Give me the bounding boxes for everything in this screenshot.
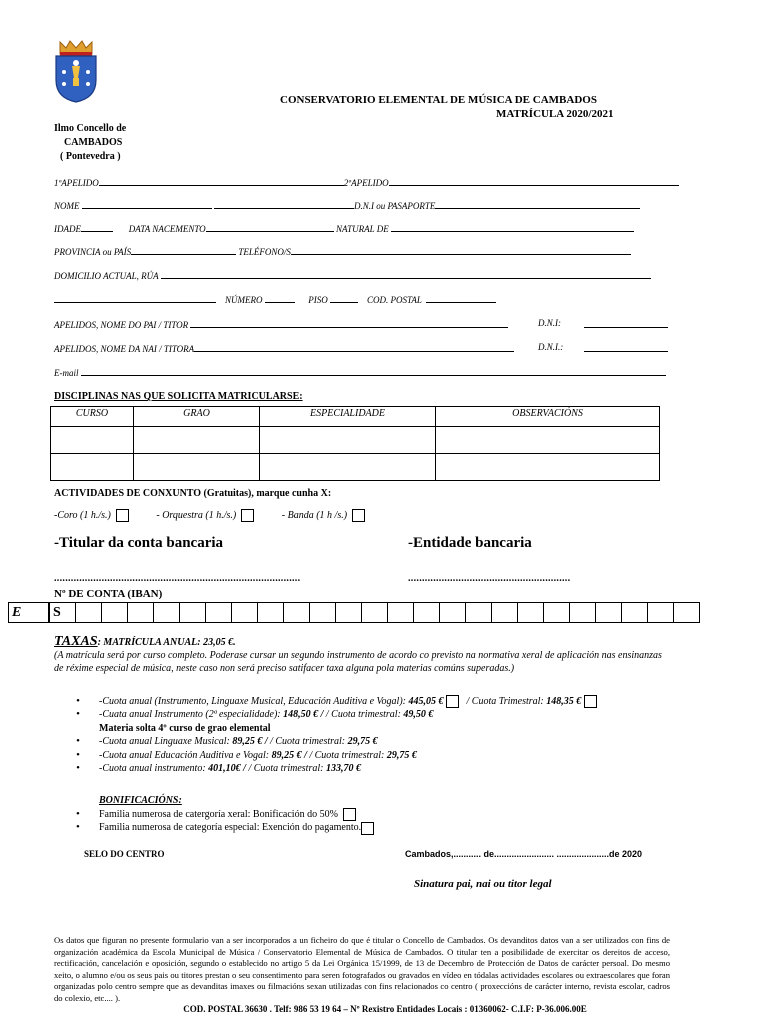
fees-note: (A matrícula será por curso completo. Poderase cursar un segundo instrumento de acordo co previsto na normativa xeral de aplicación nas ensinanzas de réxime especial de música, neste caso non será preciso satifacer taxa alguna pola materias comúns superadas.) [54, 650, 662, 674]
iban-digit[interactable] [362, 603, 388, 623]
postal-code-label: COD. POSTAL [367, 295, 422, 305]
table-cell[interactable] [260, 454, 436, 481]
birthplace-field[interactable] [391, 222, 634, 232]
name-row [54, 199, 670, 211]
iban-digit[interactable] [648, 603, 674, 623]
discounts-list [54, 808, 694, 835]
province-label: PROVINCIA ou PAÍS [54, 247, 132, 257]
iban-row [9, 603, 700, 623]
iban-country-e: E [9, 603, 50, 623]
org-line-1: Ilmo Concello de [54, 123, 127, 134]
table-cell[interactable] [134, 427, 260, 454]
address-field[interactable] [161, 269, 651, 279]
iban-digit[interactable] [596, 603, 622, 623]
iban-digit[interactable] [232, 603, 258, 623]
table-cell[interactable] [134, 454, 260, 481]
band-label: - Banda (1 h /s.) [281, 509, 348, 521]
list-item: • -Cuota anual Linguaxe Musical: 89,25 € / / Cuota trimestral: 29,75 € [54, 735, 694, 748]
number-label: NÚMERO [225, 295, 263, 305]
phone-field[interactable] [291, 245, 631, 255]
list-item: • -Cuota anual Educación Auditiva e Vogal: 89,25 € / / Cuota trimestral: 29,75 € [54, 749, 694, 762]
choir-label: -Coro (1 h./s.) [54, 509, 111, 521]
fee1-checkbox[interactable] [446, 695, 459, 708]
activities-row [54, 509, 365, 522]
privacy-notice: Os datos que figuran no presente formulario van a ser incorporados a un ficheiro do que é titular o Concello de Cambados. Os devanditos datos van a ser utilizados con fins de organización académica da Escola Municipal de Música / Conservatorio Elemental de Música de Cambados. O titular ten a posibilidade de exercitar os dereitos de acceso, rectificación, cancelación e oposición, segundo o establecido no artigo 5 da Lei Orgánica 15/1999, de 13 de Decembro de Protección de Datos de carácter persoal. Do mesmo xeito, o alumno e/ou os seus pais ou titores prestan o seu consentimento para seren fotografados ou gravados en vídeo en tódalas actividades escolares ou extraescolares que foran organizadas polo centro sempre que as devanditas imaxes ou filmacións sexan utilizadas con fins relacionados co centro ( proxeccións de carácter interno, revista escolar, cadros do colexio, etc.... ). [54, 935, 670, 1003]
list-item: • -Cuata anual Instrumento (2ª especialidade): 148,50 € / / Cuota trimestral: 49,50 € [54, 708, 694, 721]
discounts-title: BONIFICACIÓNS: [99, 795, 182, 806]
iban-boxes [8, 602, 700, 623]
org-line-3: ( Pontevedra ) [60, 151, 121, 162]
surname-row [54, 176, 670, 188]
surname1-label: 1ºAPELIDO [54, 178, 99, 188]
address-row [54, 269, 670, 281]
bank-entity-label: -Entidade bancaria [408, 535, 532, 551]
iban-label: Nº DE CONTA (IBAN) [54, 588, 163, 600]
email-row [54, 366, 670, 378]
table-row [51, 427, 660, 454]
school-name: CONSERVATORIO ELEMENTAL DE MÚSICA DE CAMBADOS [280, 94, 597, 106]
coat-of-arms-logo [50, 38, 102, 104]
father-row [54, 318, 670, 330]
disciplines-table [50, 406, 660, 481]
iban-digit[interactable] [518, 603, 544, 623]
mother-dni-field[interactable] [584, 342, 668, 352]
email-field[interactable] [81, 366, 666, 376]
mother-field[interactable] [194, 342, 514, 352]
postal-code-field[interactable] [426, 293, 496, 303]
address-field-2[interactable] [54, 293, 216, 303]
birthplace-label: NATURAL DE [335, 224, 389, 234]
school-stamp-label: SELO DO CENTRO [84, 849, 165, 859]
floor-field[interactable] [330, 293, 358, 303]
iban-digit[interactable] [544, 603, 570, 623]
fees-list [54, 695, 694, 775]
father-field[interactable] [190, 318, 508, 328]
fee1-quarterly-checkbox[interactable] [584, 695, 597, 708]
col-grao: GRAO [134, 407, 260, 427]
iban-digit[interactable] [258, 603, 284, 623]
list-item: • Familia numerosa de catergoría xeral: Bonificación do 50% [54, 808, 694, 821]
col-especialidade: ESPECIALIDADE [260, 407, 436, 427]
table-row [51, 454, 660, 481]
iban-digit[interactable] [154, 603, 180, 623]
fees-title: TAXAS [54, 634, 98, 649]
activities-title: ACTIVIDADES DE CONXUNTO (Gratuitas), marque cunha X: [54, 488, 332, 499]
iban-digit[interactable] [388, 603, 414, 623]
discount1-checkbox[interactable] [343, 808, 356, 821]
iban-digit[interactable] [102, 603, 128, 623]
iban-digit[interactable] [206, 603, 232, 623]
fees-header [54, 632, 236, 650]
iban-digit[interactable] [180, 603, 206, 623]
address-detail-row [54, 293, 670, 305]
province-row [54, 245, 670, 257]
surname2-label: 2ºAPELIDO [343, 178, 389, 188]
account-holder-label: -Titular da conta bancaria [54, 535, 224, 551]
iban-digit[interactable] [336, 603, 362, 623]
bank-entity-field[interactable]: .......................................................... [408, 573, 571, 584]
list-item: • Familia numerosa de categoría especial: Exención do pagamento. [54, 821, 694, 834]
org-line-2: CAMBADOS [64, 137, 123, 148]
number-field[interactable] [265, 293, 295, 303]
birthdate-label: DATA NACEMENTO [128, 224, 206, 234]
orchestra-label: - Orquestra (1 h./s.) [156, 509, 237, 521]
table-cell[interactable] [51, 427, 134, 454]
mother-dni-label: D.N.I.: [538, 342, 564, 352]
iban-digit[interactable] [570, 603, 596, 623]
iban-digit[interactable] [284, 603, 310, 623]
contact-line: COD. POSTAL 36630 . Telf: 986 53 19 64 – Nº Rexistro Entidades Locais : 01360062- C.I.F: P-36.006.00E [183, 1004, 587, 1014]
surname1-field[interactable] [99, 176, 344, 186]
choir-checkbox[interactable] [116, 509, 129, 522]
list-item: • -Cuota anual (Instrumento, Linguaxe Musical, Educación Auditiva e Vogal): 445,05 € / Cuota Trimestral: 148,35 € [54, 695, 694, 708]
mother-label: APELIDOS, NOME DA NAI / TITORA [54, 344, 195, 354]
table-cell[interactable] [436, 427, 660, 454]
mother-row [54, 342, 670, 354]
address-label: DOMICILIO ACTUAL, RÚA [54, 271, 159, 281]
name-field-2[interactable] [214, 199, 354, 209]
surname2-field[interactable] [389, 176, 679, 186]
enrollment-year: MATRÍCULA 2020/2021 [496, 108, 614, 120]
father-dni-field[interactable] [584, 318, 668, 328]
iban-digit[interactable] [674, 603, 700, 623]
table-cell[interactable] [260, 427, 436, 454]
email-label: E-mail [54, 368, 79, 378]
disciplines-title: DISCIPLINAS NAS QUE SOLICITA MATRICULARSE: [54, 391, 303, 402]
date-line[interactable]: Cambados,........... de........................ .....................de 2020 [405, 849, 643, 859]
floor-label: PISO [308, 295, 328, 305]
iban-digit[interactable] [414, 603, 440, 623]
table-cell[interactable] [51, 454, 134, 481]
phone-label: TELÉFONO/S [238, 247, 291, 257]
orchestra-checkbox[interactable] [241, 509, 254, 522]
band-checkbox[interactable] [352, 509, 365, 522]
father-label: APELIDOS, NOME DO PAI / TITOR [54, 320, 189, 330]
iban-digit[interactable] [466, 603, 492, 623]
list-item: • -Cuota anual instrumento: 401,10€ / / Cuota trimestral: 133,70 € [54, 762, 694, 775]
iban-digit[interactable] [76, 603, 102, 623]
col-observacions: OBSERVACIÓNS [436, 407, 660, 427]
name-label: NOME [54, 201, 80, 211]
iban-digit[interactable] [622, 603, 648, 623]
iban-digit[interactable] [440, 603, 466, 623]
iban-digit[interactable] [492, 603, 518, 623]
name-field[interactable] [82, 199, 212, 209]
col-curso: CURSO [51, 407, 134, 427]
discount2-checkbox[interactable] [361, 822, 374, 835]
disciplines-header-row [51, 407, 660, 427]
iban-country-s: S [49, 603, 76, 623]
list-item: Materia solta 4º curso de grao elemental [99, 722, 271, 734]
iban-digit[interactable] [310, 603, 336, 623]
province-field[interactable] [131, 245, 236, 255]
signature-label: Sinatura pai, nai ou titor legal [414, 878, 552, 890]
dni-label: D.N.I ou PASAPORTE [354, 201, 436, 211]
father-dni-label: D.N.I: [538, 318, 561, 328]
age-label: IDADE [54, 224, 81, 234]
birthdate-field[interactable] [206, 222, 334, 232]
account-holder-field[interactable]: ........................................................................................ [54, 573, 301, 584]
dni-field[interactable] [435, 199, 640, 209]
age-row [54, 222, 670, 234]
age-field[interactable] [81, 222, 113, 232]
fees-enrollment: : MATRÍCULA ANUAL: 23,05 €. [97, 637, 236, 648]
table-cell[interactable] [436, 454, 660, 481]
iban-digit[interactable] [128, 603, 154, 623]
